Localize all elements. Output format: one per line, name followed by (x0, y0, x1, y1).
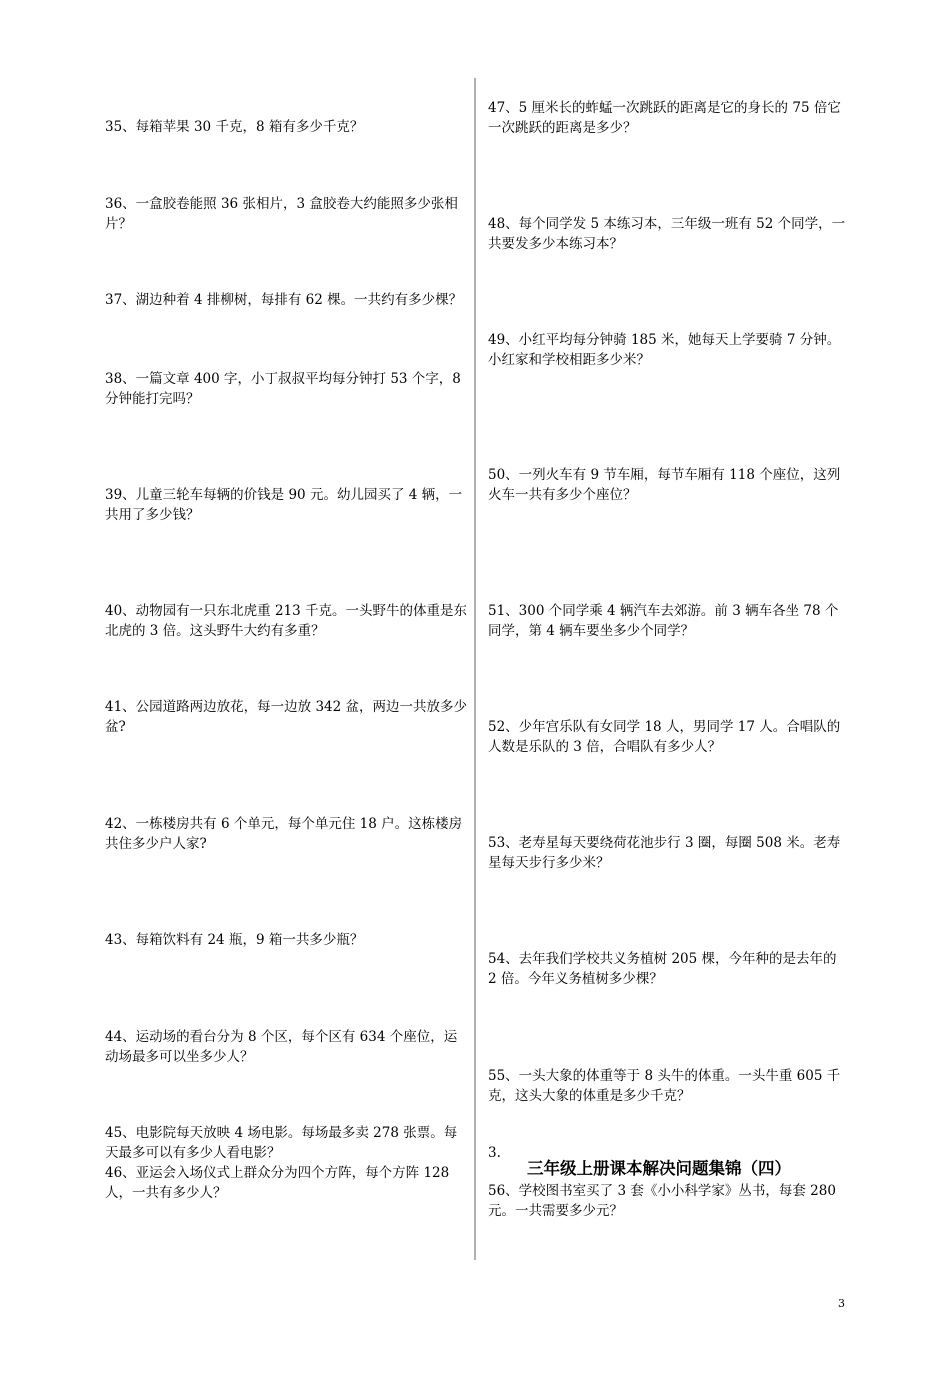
question-48: 48、每个同学发 5 本练习本，三年级一班有 52 个同学，一共要发多少本练习本？ (488, 216, 846, 252)
question-45: 45、电影院每天放映 4 场电影。每场最多卖 278 张票。每天最多可以有多少人看电影？ (105, 1125, 458, 1161)
question-51: 51、300 个同学乘 4 辆汽车去郊游。前 3 辆车各坐 78 个同学，第 4 辆车要坐多少个同学？ (488, 603, 839, 639)
question-47: 47、5 厘米长的蚱蜢一次跳跃的距离是它的身长的 75 倍它一次跳跃的距离是多少？ (488, 100, 841, 136)
question-52: 52、少年宫乐队有女同学 18 人，男同学 17 人。合唱队的人数是乐队的 3 倍，合唱队有多少人？ (488, 719, 841, 755)
question-46: 46、亚运会入场仪式上群众分为四个方阵，每个方阵 128 人，一共有多少人？ (105, 1165, 450, 1201)
question-53: 53、老寿星每天要绕荷花池步行 3 圈，每圈 508 米。老寿星每天步行多少米？ (488, 835, 841, 871)
question-49: 49、小红平均每分钟骑 185 米，她每天上学要骑 7 分钟。小红家和学校相距多少米？ (488, 332, 841, 368)
question-56: 56、学校图书室买了 3 套《小小科学家》丛书，每套 280 元。一共需要多少元？ (488, 1183, 836, 1219)
question-42: 42、一栋楼房共有 6 个单元，每个单元住 18 户。这栋楼房共住多少户人家? (105, 816, 463, 852)
page-number: 3 (838, 1297, 845, 1310)
question-35: 35、每箱苹果 30 千克，8 箱有多少千克？ (105, 119, 364, 135)
question-54: 54、去年我们学校共义务植树 205 棵，今年种的是去年的 2 倍。今年义务植树多少棵？ (488, 951, 837, 987)
question-44: 44、运动场的看台分为 8 个区，每个区有 634 个座位，运动场最多可以坐多少人？ (105, 1029, 458, 1065)
question-41: 41、公园道路两边放花，每一边放 342 盆，两边一共放多少盆? (105, 699, 468, 735)
section-title: 三年级上册课本解决问题集锦（四） (527, 1159, 791, 1178)
question-55: 55、一头大象的体重等于 8 头牛的体重。一头牛重 605 千克，这头大象的体重是多少千克？ (488, 1068, 841, 1104)
question-38: 38、一篇文章 400 字，小丁叔叔平均每分钟打 53 个字，8 分钟能打完吗？ (105, 371, 461, 407)
page-marker: 3. (488, 1145, 501, 1161)
question-39: 39、儿童三轮车每辆的价钱是 90 元。幼儿园买了 4 辆，一共用了多少钱？ (105, 487, 463, 523)
question-37: 37、湖边种着 4 排柳树，每排有 62 棵。一共约有多少棵？ (105, 292, 463, 308)
question-40: 40、动物园有一只东北虎重 213 千克。一头野牛的体重是东北虎的 3 倍。这头野牛大约有多重？ (105, 603, 468, 639)
question-43: 43、每箱饮料有 24 瓶，9 箱一共多少瓶？ (105, 932, 364, 948)
question-36: 36、一盒胶卷能照 36 张相片，3 盒胶卷大约能照多少张相片？ (105, 196, 458, 232)
column-divider (474, 78, 476, 1260)
question-50: 50、一列火车有 9 节车厢，每节车厢有 118 个座位，这列火车一共有多少个座位？ (488, 467, 841, 503)
